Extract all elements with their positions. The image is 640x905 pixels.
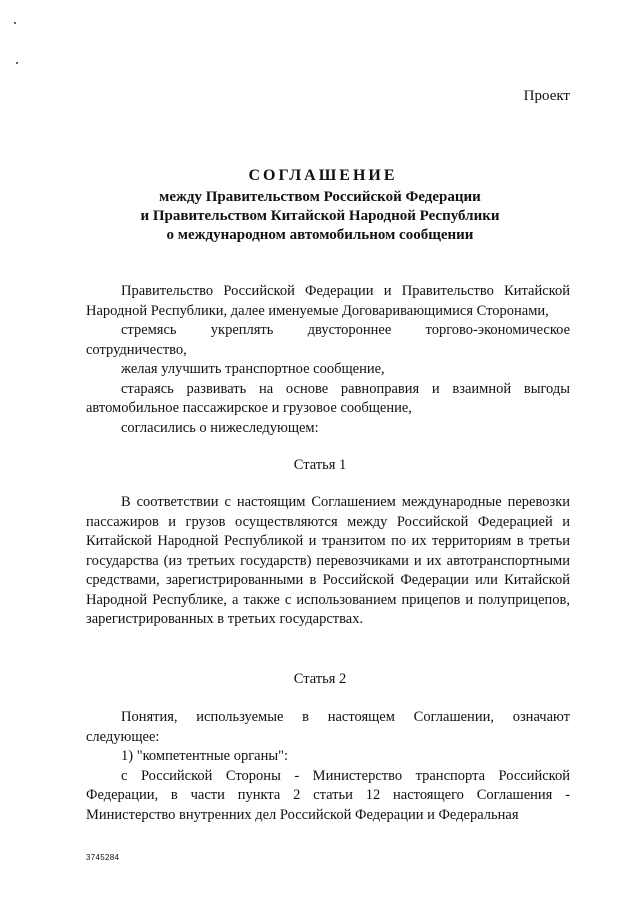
preamble-paragraph: желая улучшить транспортное сообщение, xyxy=(121,361,385,377)
scan-speck xyxy=(16,62,18,64)
article-paragraph: В соответствии с настоящим Соглашением международные перевозки пассажиров и грузов осуществляются между Российской Федерацией и Китайской Народной Республикой и транзитом по их территориям в третьи государства (из третьих государств) перевозчиками и их автотранспортными средствами, зарегистрированными в Российской Федерации или Китайской Народной Республике, а также с использованием прицепов и полуприцепов, зарегистрированных в третьих государствах. xyxy=(86,494,570,627)
article-2-body xyxy=(86,708,570,825)
article-1-body xyxy=(86,493,570,630)
article-heading: Статья 2 xyxy=(293,671,347,687)
document-status-label: Проект xyxy=(523,88,570,104)
preamble-paragraph: согласились о нижеследующем: xyxy=(121,419,319,436)
preamble-paragraph: стараясь развивать на основе равноправия и взаимной выгоды автомобильное пассажирское и грузовое сообщение, xyxy=(86,380,570,416)
article-paragraph: с Российской Стороны - Министерство транспорта Российской Федерации, в части пункта 2 статьи 12 настоящего Соглашения - Министерство внутренних дел Российской Федерации и Федеральная xyxy=(86,767,570,823)
article-paragraph: Понятия, используемые в настоящем Соглашении, означают следующее: xyxy=(86,709,570,745)
document-subtitle-line: между Правительством Российской Федерации xyxy=(159,189,481,205)
preamble xyxy=(86,282,570,438)
document-title-block xyxy=(0,164,640,245)
preamble-paragraph: Правительство Российской Федерации и Правительство Китайской Народной Республики, далее именуемые Договаривающимися Сторонами, xyxy=(86,283,570,319)
document-subtitle-line: и Правительством Китайской Народной Республики xyxy=(140,208,500,224)
document-subtitle-line: о международном автомобильном сообщении xyxy=(166,227,474,243)
document-code: 3745284 xyxy=(86,853,120,862)
document-title: СОГЛАШЕНИЕ xyxy=(248,167,398,184)
preamble-paragraph: стремясь укреплять двустороннее торгово-экономическое сотрудничество, xyxy=(86,322,570,358)
article-heading: Статья 1 xyxy=(293,457,347,473)
scan-speck xyxy=(14,22,16,24)
article-paragraph: 1) "компетентные органы": xyxy=(121,748,289,764)
